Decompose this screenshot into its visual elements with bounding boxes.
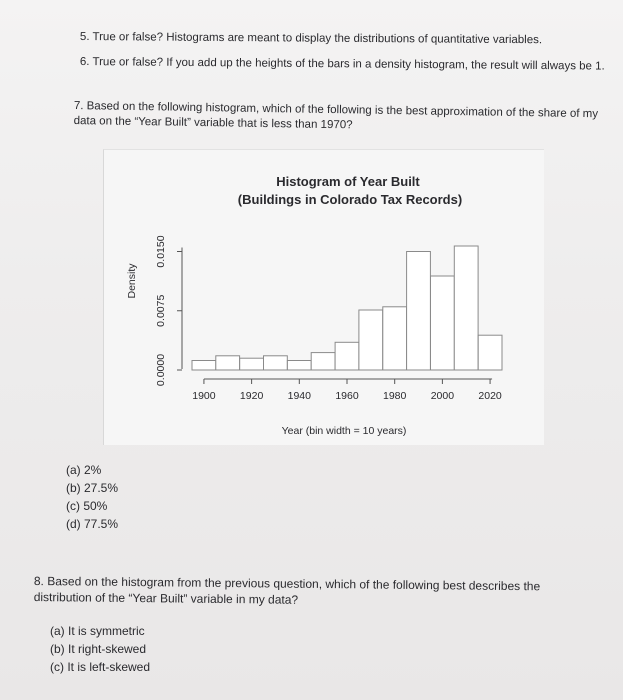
- histogram-bar-2: [240, 358, 264, 370]
- question-7: 7. Based on the following histogram, which of the following is the best approximation of the share of my data on the “Year Built” variable that is less than 1970?: [73, 99, 599, 132]
- x-tick-label-1900: 1900: [192, 390, 216, 402]
- x-tick-label-2020: 2020: [478, 390, 502, 402]
- q7-choice-c[interactable]: (c) 50%: [66, 499, 108, 513]
- histogram-bar-11: [454, 246, 478, 370]
- q7-choice-d[interactable]: (d) 77.5%: [66, 517, 119, 531]
- histogram-bar-0: [192, 361, 216, 371]
- histogram-bar-1: [216, 356, 240, 370]
- x-axis-label: Year (bin width = 10 years): [281, 425, 407, 437]
- q8-choice-b[interactable]: (b) It right-skewed: [50, 642, 147, 656]
- x-tick-label-2000: 2000: [430, 390, 455, 402]
- histogram-bar-8: [383, 307, 407, 370]
- y-tick-label-0: 0.0000: [155, 353, 167, 387]
- q8-choice-a[interactable]: (a) It is symmetric: [50, 624, 145, 638]
- bars-layer: [192, 246, 502, 370]
- histogram-svg: [104, 150, 544, 445]
- histogram-chart: [103, 149, 544, 445]
- y-tick-label-2: 0.0150: [155, 235, 167, 268]
- chart-subtitle: (Buildings in Colorado Tax Records): [237, 192, 463, 207]
- histogram-bar-5: [311, 353, 335, 370]
- histogram-bar-4: [287, 361, 311, 371]
- question-8-choices: [50, 622, 150, 676]
- q7-choice-b[interactable]: (b) 27.5%: [66, 481, 119, 495]
- histogram-bar-6: [335, 342, 359, 370]
- y-axis-label: Density: [126, 263, 138, 299]
- x-tick-label-1960: 1960: [335, 390, 359, 402]
- x-tick-label-1980: 1980: [383, 390, 407, 402]
- q8-choice-c[interactable]: (c) It is left-skewed: [50, 660, 151, 674]
- q7-choice-a[interactable]: (a) 2%: [66, 463, 102, 477]
- chart-title: Histogram of Year Built: [276, 174, 420, 189]
- histogram-bar-7: [359, 310, 383, 370]
- histogram-bar-3: [264, 356, 288, 370]
- question-5: 5. True or false? Histograms are meant to display the distributions of quantitative variables.: [79, 30, 543, 47]
- histogram-bar-9: [407, 252, 431, 371]
- x-tick-label-1920: 1920: [239, 390, 264, 402]
- histogram-bar-10: [431, 276, 455, 370]
- question-6: 6. True or false? If you add up the heights of the bars in a density histogram, the result will always be 1.: [79, 55, 605, 73]
- question-7-choices: [66, 461, 118, 533]
- question-8: 8. Based on the histogram from the previous question, which of the following best describes the distribution of the “Year Built” variable in my data?: [33, 573, 541, 607]
- histogram-bar-12: [478, 335, 502, 370]
- x-tick-label-1940: 1940: [287, 390, 311, 402]
- y-tick-label-1: 0.0075: [155, 294, 167, 327]
